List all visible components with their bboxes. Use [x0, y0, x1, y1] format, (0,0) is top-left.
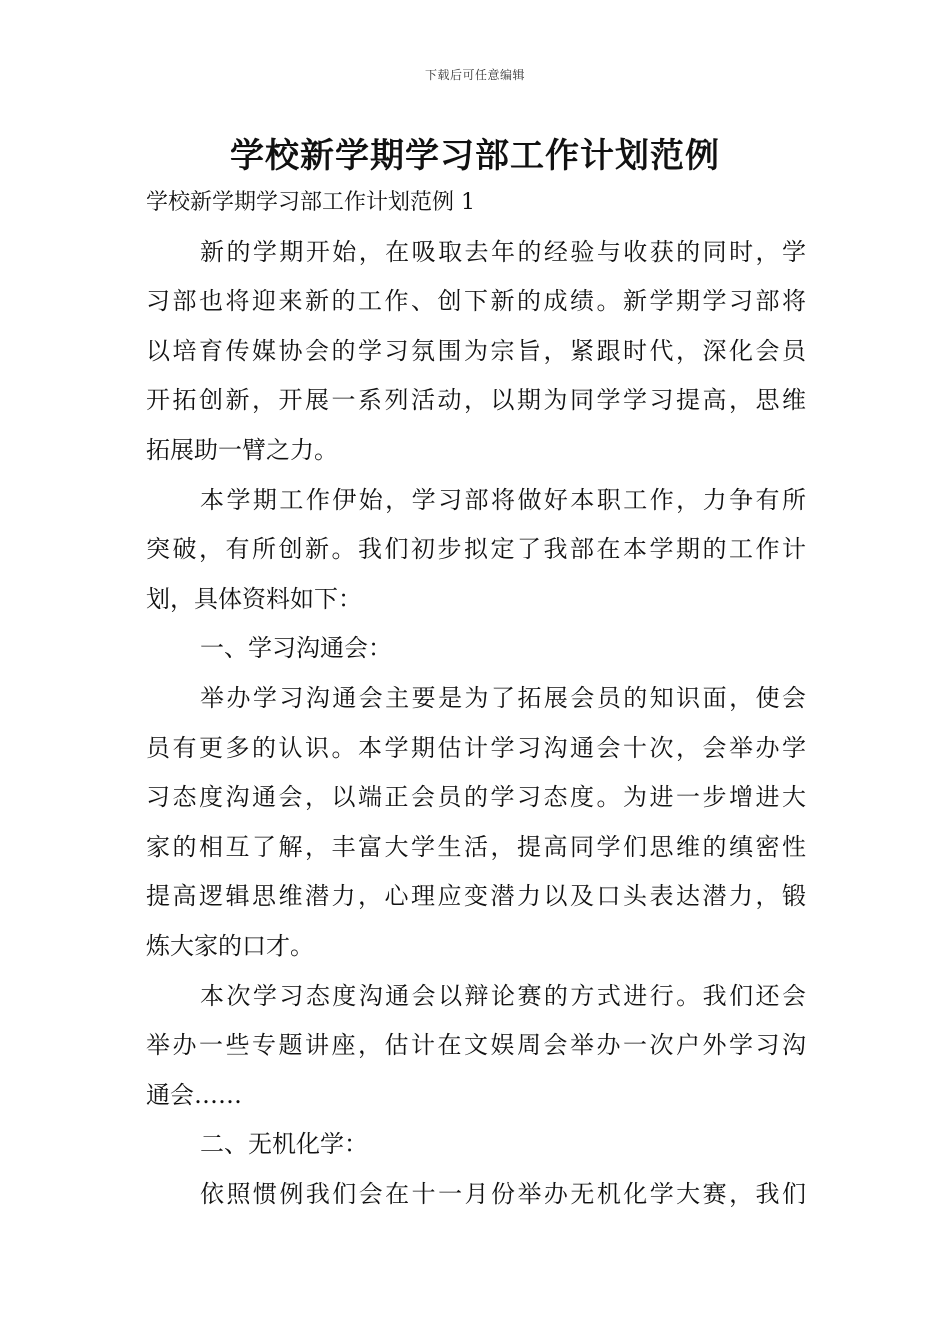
paragraph-line: 划，具体资料如下： [146, 584, 362, 613]
document-title: 学校新学期学习部工作计划范例 [230, 136, 720, 176]
header-note: 下载后可任意编辑 [424, 68, 525, 82]
section-heading: 二、无机化学： [200, 1130, 368, 1159]
paragraph-line: 通会…… [146, 1080, 242, 1109]
paragraph-line: 家的相互了解，丰富大学生活，提高同学们思维的缜密性 [146, 832, 806, 861]
paragraph-line: 举办一些专题讲座，估计在文娱周会举办一次户外学习沟 [146, 1031, 806, 1060]
paragraph-line: 习态度沟通会，以端正会员的学习态度。为进一步增进大 [146, 783, 806, 812]
paragraph-line: 新的学期开始，在吸取去年的经验与收获的同时，学 [200, 237, 806, 266]
paragraph-line: 举办学习沟通会主要是为了拓展会员的知识面，使会 [200, 683, 806, 712]
section-heading: 一、学习沟通会： [200, 634, 392, 663]
paragraph-line: 本学期工作伊始，学习部将做好本职工作，力争有所 [200, 485, 806, 514]
paragraph-line: 以培育传媒协会的学习氛围为宗旨，紧跟时代，深化会员 [146, 336, 806, 365]
paragraph-line: 本次学习态度沟通会以辩论赛的方式进行。我们还会 [200, 981, 806, 1010]
paragraph-line: 员有更多的认识。本学期估计学习沟通会十次，会举办学 [146, 733, 806, 762]
paragraph-line: 提高逻辑思维潜力，心理应变潜力以及口头表达潜力，锻 [146, 882, 806, 911]
paragraph-line: 依照惯例我们会在十一月份举办无机化学大赛，我们 [200, 1179, 806, 1208]
document-body [146, 178, 806, 1219]
paragraph-line: 拓展助一臂之力。 [146, 435, 338, 464]
paragraph-line: 习部也将迎来新的工作、创下新的成绩。新学期学习部将 [146, 287, 806, 316]
paragraph-line: 开拓创新，开展一系列活动，以期为同学学习提高，思维 [146, 386, 806, 415]
paragraph-line: 炼大家的口才。 [146, 931, 314, 960]
paragraph-line: 突破，有所创新。我们初步拟定了我部在本学期的工作计 [146, 535, 806, 564]
section-subtitle: 学校新学期学习部工作计划范例 1 [146, 190, 475, 215]
